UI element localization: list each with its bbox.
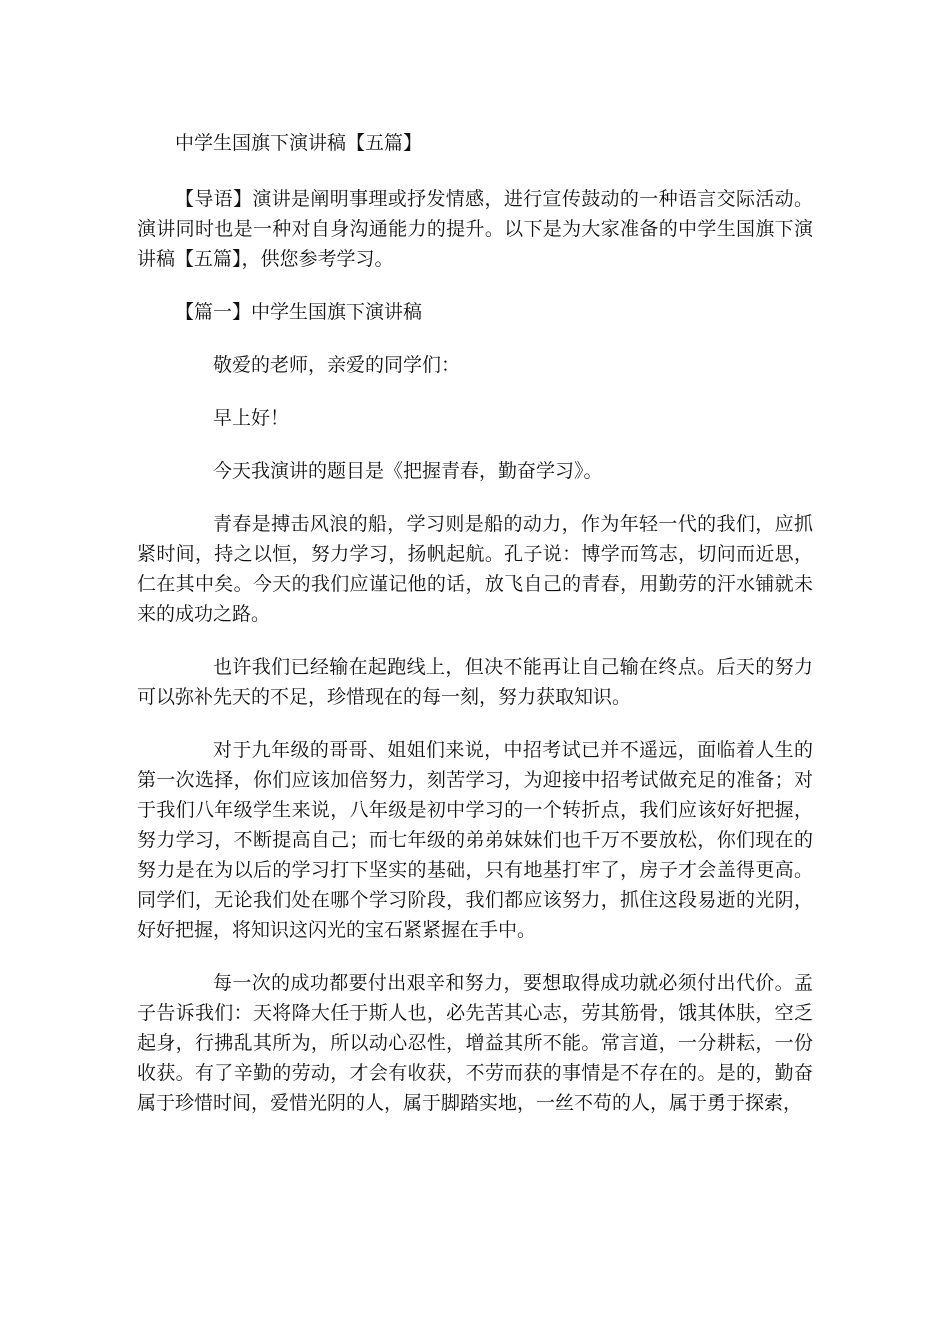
body-paragraph-1: 青春是搏击风浪的船，学习则是船的动力，作为年轻一代的我们，应抓紧时间，持之以恒，努力学习，扬帆起航。孔子说：博学而笃志，切问而近思，仁在其中矣。今天的我们应谨记他的话，放飞自己的青春，用勤劳的汗水铺就未来的成功之路。 <box>137 513 813 625</box>
topic-paragraph: 今天我演讲的题目是《把握青春，勤奋学习》。 <box>213 460 603 482</box>
morning-paragraph: 早上好！ <box>213 407 290 429</box>
document-page <box>137 128 813 1141</box>
body-paragraph-2: 也许我们已经输在起跑线上，但决不能再让自己输在终点。后天的努力可以弥补先天的不足，珍惜现在的每一刻，努力获取知识。 <box>137 656 813 708</box>
intro-paragraph: 【导语】演讲是阐明事理或抒发情感，进行宣传鼓动的一种语言交际活动。演讲同时也是一种对自身沟通能力的提升。以下是为大家准备的中学生国旗下演讲稿【五篇】，供您参考学习。 <box>137 188 813 270</box>
body-paragraph-4: 每一次的成功都要付出艰辛和努力，要想取得成功就必须付出代价。孟子告诉我们：天将降大任于斯人也，必先苦其心志，劳其筋骨，饿其体肤，空乏起身，行拂乱其所为，所以动心忍性，增益其所不能。常言道，一分耕耘，一份收获。有了辛勤的劳动，才会有收获，不劳而获的事情是不存在的。是的，勤奋属于珍惜时间，爱惜光阴的人，属于脚踏实地，一丝不苟的人，属于勇于探索， <box>137 972 813 1114</box>
body-paragraph-3: 对于九年级的哥哥、姐姐们来说，中招考试已并不遥远，面临着人生的第一次选择，你们应该加倍努力，刻苦学习，为迎接中招考试做充足的准备；对于我们八年级学生来说，八年级是初中学习的一个转折点，我们应该好好把握，努力学习，不断提高自己；而七年级的弟弟妹妹们也千万不要放松，你们现在的努力是在为以后的学习打下坚实的基础，只有地基打牢了，房子才会盖得更高。同学们，无论我们处在哪个学习阶段，我们都应该努力，抓住这段易逝的光阴，好好把握，将知识这闪光的宝石紧紧握在手中。 <box>137 739 813 941</box>
section-heading: 【篇一】中学生国旗下演讲稿 <box>175 301 423 323</box>
greeting-paragraph: 敬爱的老师，亲爱的同学们： <box>213 354 461 376</box>
document-title: 中学生国旗下演讲稿【五篇】 <box>175 132 423 154</box>
